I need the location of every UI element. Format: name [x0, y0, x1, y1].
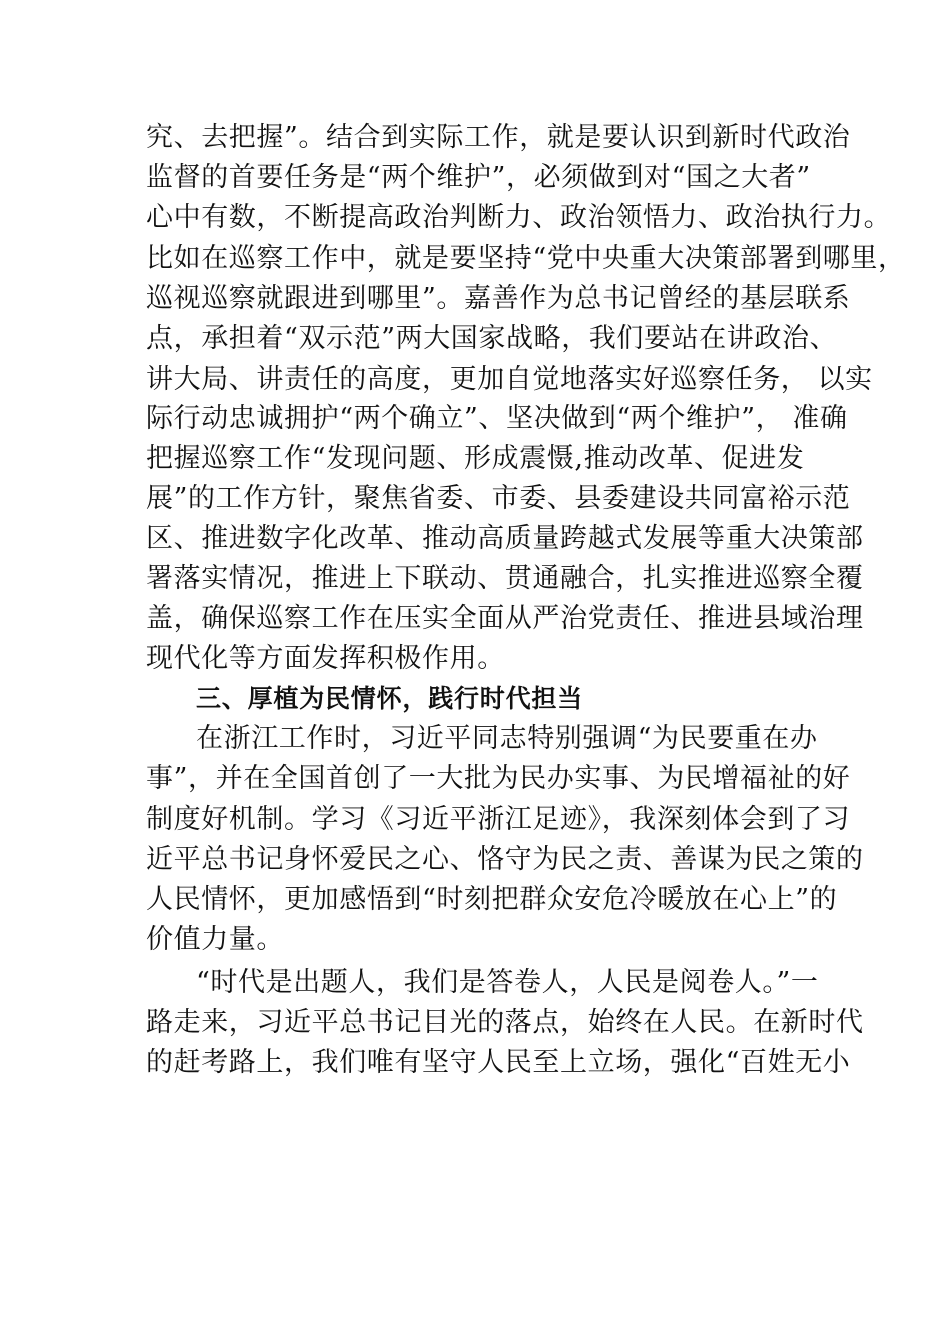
text-line: 人民情怀，更加感悟到“时刻把群众安危冷暖放在心上”的	[146, 884, 838, 915]
text-line: 点，承担着“双示范”两大国家战略，我们要站在讲政治、	[146, 323, 838, 354]
text-line: 盖，确保巡察工作在压实全面从严治党责任、推进县域治理	[146, 603, 864, 634]
text-line: 展”的工作方针，聚焦省委、市委、县委建设共同富裕示范	[146, 483, 851, 514]
text-line: 署落实情况，推进上下联动、贯通融合，扎实推进巡察全覆	[146, 563, 864, 594]
text-line: 讲大局、讲责任的高度，更加自觉地落实好巡察任务， 以实	[146, 364, 873, 395]
text-line: 在浙江工作时，习近平同志特别强调“为民要重在办	[196, 723, 818, 754]
section-heading: 三、厚植为民情怀，践行时代担当	[196, 684, 584, 713]
text-line: 的赶考路上，我们唯有坚守人民至上立场，强化“百姓无小	[146, 1047, 851, 1078]
text-line: “时代是出题人，我们是答卷人，人民是阅卷人。”一	[196, 967, 819, 998]
text-line: 现代化等方面发挥积极作用。	[146, 643, 505, 674]
text-line: 比如在巡察工作中，就是要坚持“党中央重大决策部署到哪里，	[146, 243, 906, 274]
text-line: 事”，并在全国首创了一大批为民办实事、为民增福祉的好	[146, 763, 851, 794]
text-line: 巡视巡察就跟进到哪里”。嘉善作为总书记曾经的基层联系	[146, 283, 851, 314]
text-line: 监督的首要任务是“两个维护”，必须做到对“国之大者”	[146, 162, 811, 193]
text-line: 心中有数，不断提高政治判断力、政治领悟力、政治执行力。	[146, 202, 892, 233]
text-line: 把握巡察工作“发现问题、形成震慑,推动改革、促进发	[146, 443, 805, 474]
text-line: 价值力量。	[146, 924, 284, 955]
text-line: 制度好机制。学习《习近平浙江足迹》，我深刻体会到了习	[146, 804, 851, 835]
text-line: 究、去把握”。结合到实际工作，就是要认识到新时代政治	[146, 122, 851, 153]
text-line: 路走来，习近平总书记目光的落点，始终在人民。在新时代	[146, 1007, 864, 1038]
text-line: 区、推进数字化改革、推动高质量跨越式发展等重大决策部	[146, 523, 864, 554]
text-line: 近平总书记身怀爱民之心、恪守为民之责、善谋为民之策的	[146, 844, 864, 875]
text-line: 际行动忠诚拥护“两个确立”、坚决做到“两个维护”， 准确	[146, 403, 848, 434]
